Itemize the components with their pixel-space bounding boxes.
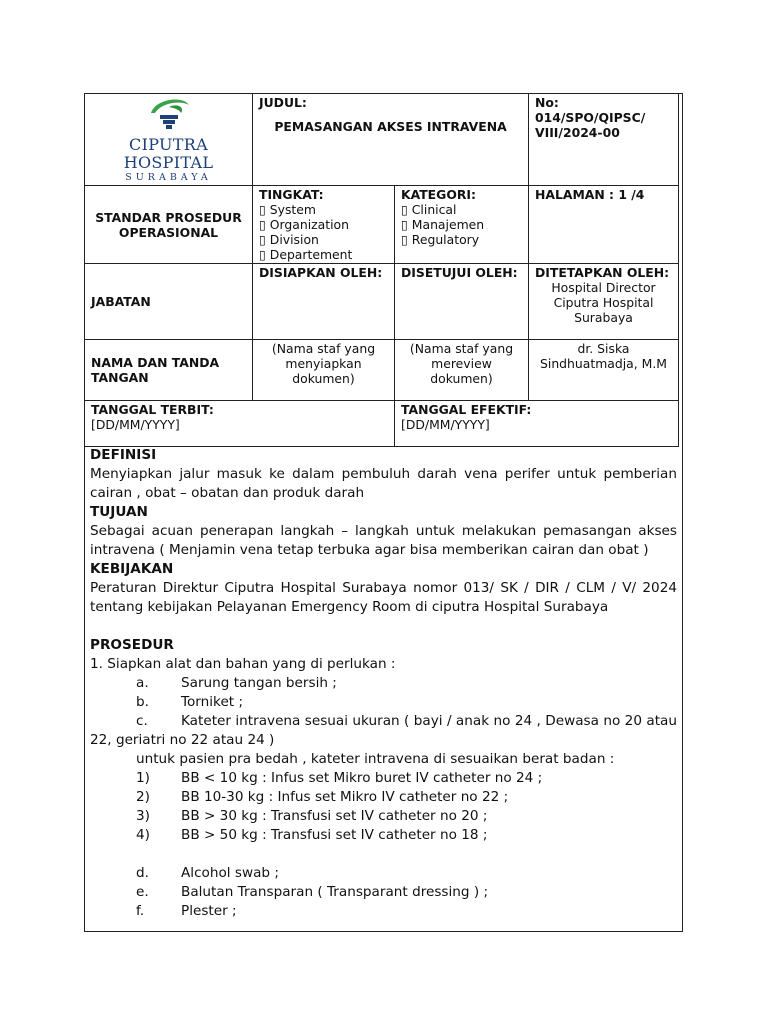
logo-cell [85,94,253,186]
nama-direktur: dr. Siska Sindhuatmadja, M.M [529,340,679,401]
checkbox-icon: ▯ [259,217,266,232]
tujuan-heading: TUJUAN [90,504,148,520]
tanggal-efektif-value: [DD/MM/YYYY] [401,417,490,432]
kebijakan-text: Peraturan Direktur Ciputra Hospital Surabaya nomor 013/ SK / DIR / CLM / V/ 2024 tentang kebijakan Pelayanan Emergency Room di ciputra Hospital Surabaya [90,580,677,615]
ditetapkan-label: DITETAPKAN OLEH: [535,265,670,280]
tanggal-terbit-value: [DD/MM/YYYY] [91,417,180,432]
nama-staf-penyiap: (Nama staf yang menyiapkan dokumen) [253,340,395,401]
list-item: 3) BB > 30 kg : Transfusi set IV catheter no 20 ; [136,808,488,824]
kategori-item: ▯ Manajemen [401,217,485,232]
hospital-logo-icon [139,95,199,131]
tingkat-item: ▯ System [259,202,316,217]
document-body [90,446,677,921]
nama-ttd-label: NAMA DAN TANDA TANGAN [85,340,253,401]
checkbox-icon: ▯ [259,247,266,262]
tanggal-terbit-cell [85,401,395,447]
tanggal-efektif-label: TANGGAL EFEKTIF: [401,402,532,417]
no-value: 014/SPO/QIPSC/ VIII/2024-00 [535,110,646,140]
pra-bedah-note: untuk pasien pra bedah , kateter intravena di sesuaikan berat badan : [136,751,615,767]
tingkat-item: ▯ Organization [259,217,349,232]
no-cell [529,94,679,186]
kebijakan-heading: KEBIJAKAN [90,561,174,577]
checkbox-icon: ▯ [401,232,408,247]
judul-label: JUDUL: [259,95,307,110]
list-item: f. Plester ; [136,903,237,919]
list-item: a. Sarung tangan bersih ; [136,675,337,691]
kategori-item: ▯ Clinical [401,202,457,217]
tanggal-terbit-label: TANGGAL TERBIT: [91,402,214,417]
list-item: e. Balutan Transparan ( Transparant dressing ) ; [136,884,489,900]
ditetapkan-cell [529,264,679,340]
disiapkan-label: DISIAPKAN OLEH: [253,264,395,340]
definisi-text: Menyiapkan jalur masuk ke dalam pembuluh darah vena perifer untuk pemberian cairan , obat – obatan dan produk darah [90,466,677,501]
prosedur-step-1: 1. Siapkan alat dan bahan yang di perlukan : [90,656,396,672]
list-item: d. Alcohol swab ; [136,865,279,881]
spo-title: STANDAR PROSEDUR OPERASIONAL [85,186,253,264]
judul-cell [253,94,529,186]
header-table [84,93,679,447]
nama-staf-reviewer: (Nama staf yang mereview dokumen) [395,340,529,401]
logo-subtext: SURABAYA [125,172,212,183]
no-label: No: [535,95,559,110]
kategori-item: ▯ Regulatory [401,232,480,247]
list-item: 2) BB 10-30 kg : Infus set Mikro IV catheter no 22 ; [136,789,509,805]
checkbox-icon: ▯ [401,202,408,217]
checkbox-icon: ▯ [259,202,266,217]
kategori-cell [395,186,529,264]
list-item: c. Kateter intravena sesuai ukuran ( bayi / anak no 24 , Dewasa no 20 atau 22, geriatri no 22 atau 24 ) [90,713,677,748]
disetujui-label: DISETUJUI OLEH: [395,264,529,340]
checkbox-icon: ▯ [401,217,408,232]
list-item: b. Torniket ; [136,694,244,710]
tingkat-label: TINGKAT: [259,187,324,202]
tanggal-efektif-cell [395,401,679,447]
halaman-cell: HALAMAN : 1 /4 [529,186,679,264]
logo-text: CIPUTRA HOSPITAL [123,135,214,172]
kategori-label: KATEGORI: [401,187,476,202]
definisi-heading: DEFINISI [90,447,157,463]
jabatan-label: JABATAN [85,264,253,340]
tingkat-item: ▯ Departement [259,247,353,262]
checkbox-icon: ▯ [259,232,266,247]
tujuan-text: Sebagai acuan penerapan langkah – langkah untuk melakukan pemasangan akses intravena ( Menjamin vena tetap terbuka agar bisa memberikan cairan dan obat ) [90,523,677,558]
list-item: 1) BB < 10 kg : Infus set Mikro buret IV catheter no 24 ; [136,770,543,786]
prosedur-heading: PROSEDUR [90,637,174,653]
tingkat-item: ▯ Division [259,232,319,247]
judul-value: PEMASANGAN AKSES INTRAVENA [274,119,507,134]
tingkat-cell [253,186,395,264]
list-item: 4) BB > 50 kg : Transfusi set IV catheter no 18 ; [136,827,488,843]
ditetapkan-by: Hospital Director Ciputra Hospital Surabaya [551,280,656,325]
